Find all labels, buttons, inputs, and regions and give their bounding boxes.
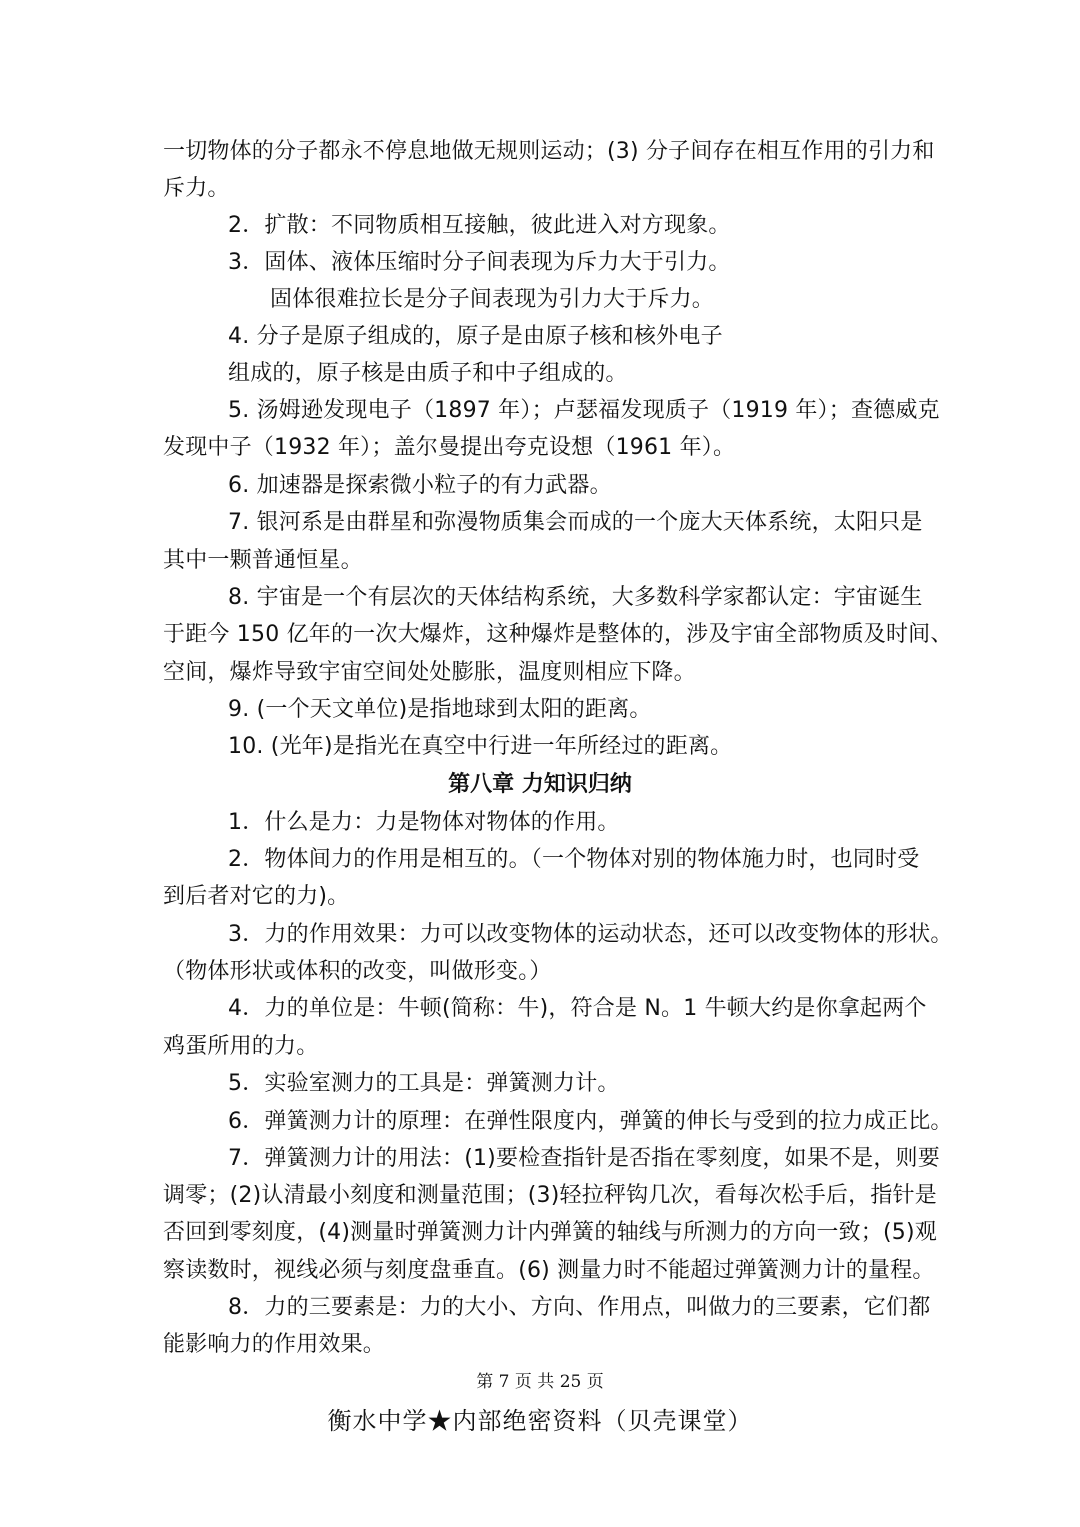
text-line: 其中一颗普通恒星。 xyxy=(163,548,363,573)
text-line: 于距今 150 亿年的一次大爆炸，这种爆炸是整体的，涉及宇宙全部物质及时间、 xyxy=(163,622,953,647)
text-line: 7．弹簧测力计的用法：(1)要检查指针是否指在零刻度，如果不是，则要 xyxy=(228,1146,940,1171)
text-line: 3．固体、液体压缩时分子间表现为斥力大于引力。 xyxy=(228,250,731,275)
text-line: 1．什么是力：力是物体对物体的作用。 xyxy=(228,810,620,835)
text-line: 5. 汤姆逊发现电子（1897 年）；卢瑟福发现质子（1919 年）；查德威克 xyxy=(228,398,940,423)
page-footer: 衡水中学★内部绝密资料（贝壳课堂） xyxy=(327,1407,753,1435)
text-line: 7. 银河系是由群星和弥漫物质集会而成的一个庞大天体系统，太阳只是 xyxy=(228,510,923,535)
text-line: 8. 宇宙是一个有层次的天体结构系统，大多数科学家都认定：宇宙诞生 xyxy=(228,585,923,610)
text-line: 固体很难拉长是分子间表现为引力大于斥力。 xyxy=(270,287,715,312)
text-line: 2．物体间力的作用是相互的。（一个物体对别的物体施力时，也同时受 xyxy=(228,847,920,872)
text-line: 6．弹簧测力计的原理：在弹性限度内，弹簧的伸长与受到的拉力成正比。 xyxy=(228,1109,953,1134)
text-line: 察读数时，视线必须与刻度盘垂直。(6) 测量力时不能超过弹簧测力计的量程。 xyxy=(163,1258,935,1283)
text-line: 调零；(2)认清最小刻度和测量范围；(3)轻拉秤钩几次，看每次松手后，指针是 xyxy=(163,1183,937,1208)
text-line: 4．力的单位是：牛顿(简称：牛)，符合是 N。1 牛顿大约是你拿起两个 xyxy=(228,996,927,1021)
text-line: 10. (光年)是指光在真空中行进一年所经过的距离。 xyxy=(228,734,733,759)
text-line: 6. 加速器是探索微小粒子的有力武器。 xyxy=(228,473,612,498)
page-number: 第 7 页 共 25 页 xyxy=(476,1372,604,1392)
text-line: （物体形状或体积的改变，叫做形变。） xyxy=(163,959,552,984)
text-line: 能影响力的作用效果。 xyxy=(163,1332,386,1357)
text-line: 否回到零刻度，(4)测量时弹簧测力计内弹簧的轴线与所测力的方向一致；(5)观 xyxy=(163,1220,937,1245)
text-line: 鸡蛋所用的力。 xyxy=(163,1034,319,1059)
text-line: 3．力的作用效果：力可以改变物体的运动状态，还可以改变物体的形状。 xyxy=(228,922,953,947)
text-line: 4. 分子是原子组成的，原子是由原子核和核外电子 xyxy=(228,324,723,349)
text-line: 空间，爆炸导致宇宙空间处处膨胀，温度则相应下降。 xyxy=(163,660,696,685)
text-line: 2．扩散：不同物质相互接触，彼此进入对方现象。 xyxy=(228,213,731,238)
text-line: 一切物体的分子都永不停息地做无规则运动；(3) 分子间存在相互作用的引力和 xyxy=(163,139,935,164)
text-line: 发现中子（1932 年）；盖尔曼提出夸克设想（1961 年）。 xyxy=(163,435,736,460)
text-line: 8．力的三要素是：力的大小、方向、作用点，叫做力的三要素，它们都 xyxy=(228,1295,931,1320)
chapter-heading: 第八章 力知识归纳 xyxy=(448,772,632,797)
text-line: 到后者对它的力)。 xyxy=(163,884,350,909)
text-line: 斥力。 xyxy=(163,176,230,201)
text-line: 9. (一个天文单位)是指地球到太阳的距离。 xyxy=(228,697,652,722)
text-line: 组成的，原子核是由质子和中子组成的。 xyxy=(228,361,628,386)
text-line: 5．实验室测力的工具是：弹簧测力计。 xyxy=(228,1071,620,1096)
